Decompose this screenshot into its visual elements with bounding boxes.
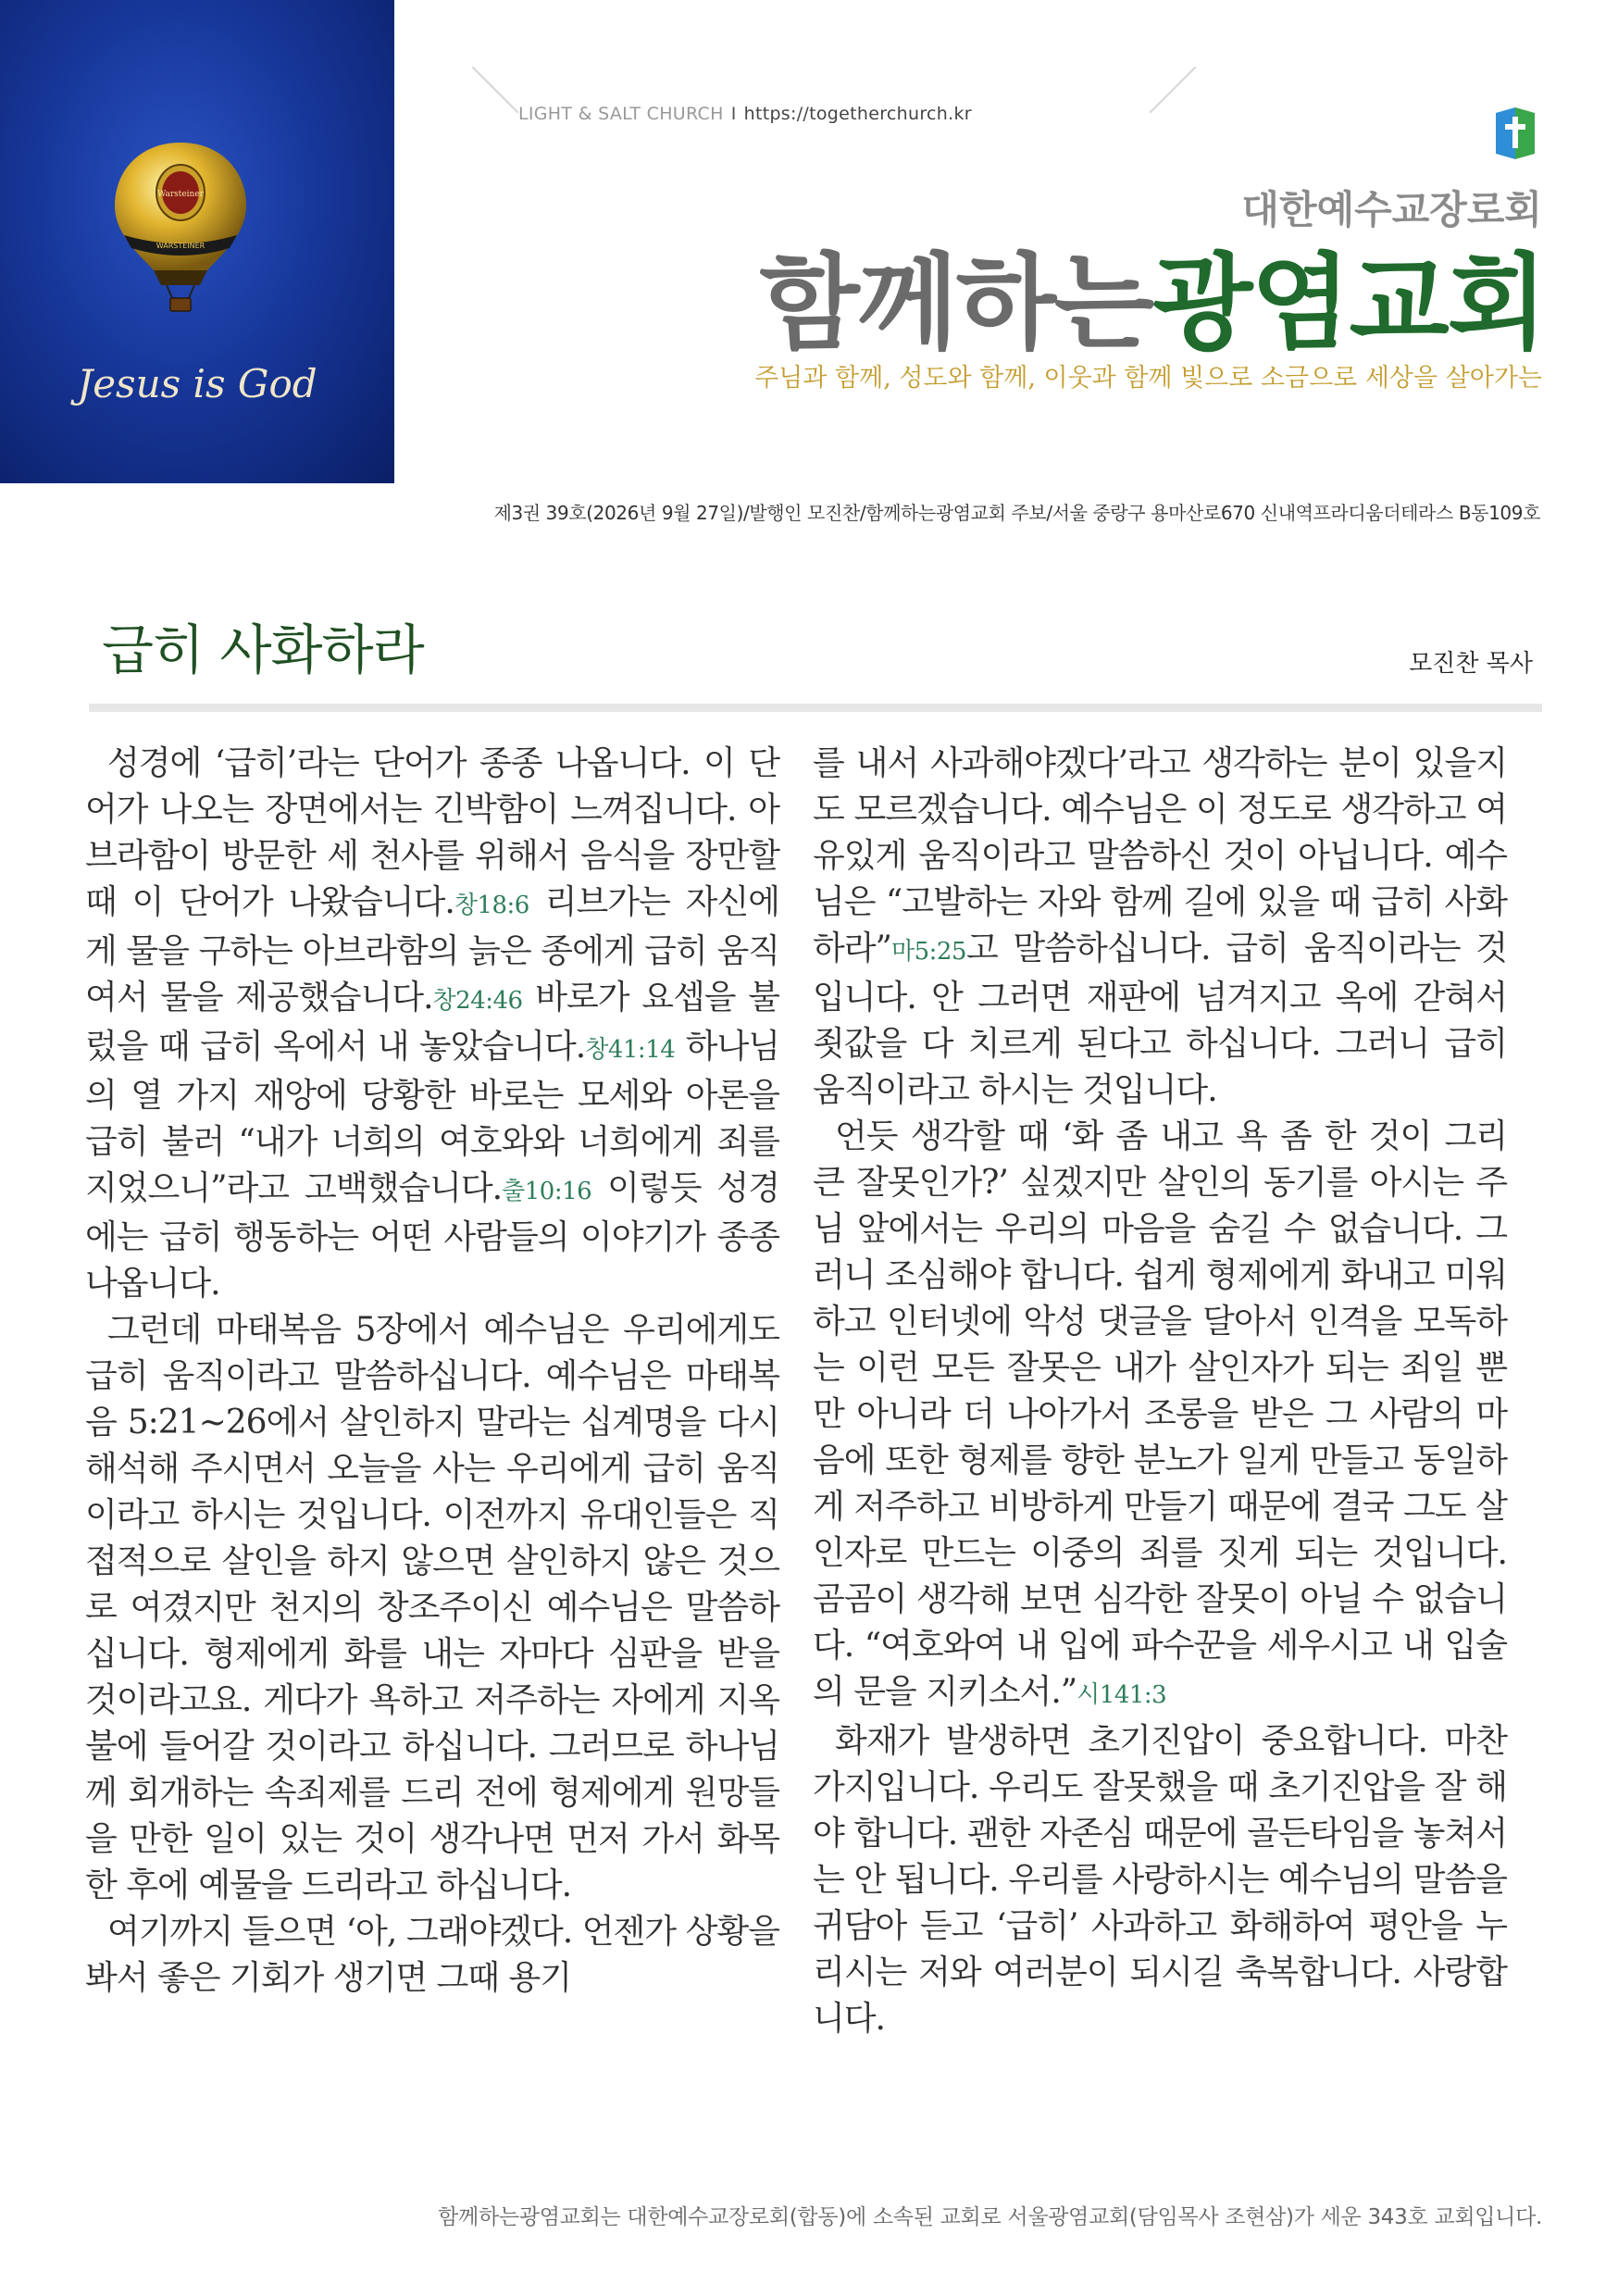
church-title-part2: 광염교회 <box>1152 243 1546 364</box>
article-title: 급히 사화하라 <box>102 618 424 681</box>
church-url-link[interactable]: https://togetherchurch.kr <box>743 104 972 124</box>
paragraph-text: 성경에 ‘급히’라는 단어가 종종 나옵니다. 이 단어가 나오는 장면에서는 긴박함이 느껴집니다. 아브라함이 방문한 세 천사를 위해서 음식을 장만할 때 이 단어가 나왔습니다. <box>85 744 779 921</box>
scripture-reference: 시141:3 <box>1077 1681 1167 1709</box>
paragraph-text: 언듯 생각할 때 ‘화 좀 내고 욕 좀 한 것이 그리 큰 잘못인가?’ 싶겠지만 살인의 동기를 아시는 주님 앞에서는 우리의 마음을 숨길 수 없습니다. 그러니 조심해야 합니다. 쉽게 형제에게 화내고 미워하고 인터넷에 악성 댓글을 달아서 인격을 모독하는 이런 모든 잘못은 내가 살인자가 되는 죄일 뿐만 아니라 더 나아가서 조롱을 받은 그 사람의 마음에 또한 형제를 향한 분노가 일게 만들고 동일하게 저주하고 비방하게 만들기 때문에 결국 그도 살인자로 만드는 이중의 죄를 짓게 되는 것입니다. 곰곰이 생각해 보면 심각한 잘못이 아닐 수 없습니다. “여호와여 내 입에 파수꾼을 세우시고 내 입술의 문을 지키소서.” <box>813 1117 1507 1711</box>
paragraph <box>813 741 1507 1114</box>
publication-info: 제3권 39호(2026년 9월 27일)/발행인 모진찬/함께하는광염교회 주보/서울 중랑구 용마산로670 신내역프라디움더테라스 B동109호 <box>493 502 1540 524</box>
paragraph-text: 하나님의 열 가지 재앙에 당황한 바로는 모세와 아론을 급히 불러 “내가 너희의 여호와와 너희에게 죄를 지었으니”라고 고백했습니다. <box>85 1028 779 1207</box>
cross-book-icon <box>1492 104 1538 163</box>
paragraph <box>813 1114 1507 1718</box>
footer-note: 함께하는광염교회는 대한예수교장로회(합동)에 소속된 교회로 서울광염교회(담임목사 조현삼)가 세운 343호 교회입니다. <box>438 2205 1542 2229</box>
paragraph: 화재가 발생하면 초기진압이 중요합니다. 마찬가지입니다. 우리도 잘못했을 때 초기진압을 잘 해야 합니다. 괜한 자존심 때문에 골든타임을 놓쳐서는 안 됩니다. 우리를 사랑하시는 예수님의 말씀을 귀담아 듣고 ‘급히’ 사과하고 화해하여 평안을 누리시는 저와 여러분이 되시길 축복합니다. 사랑합니다. <box>813 1722 1507 2038</box>
paragraph-text: 고 말씀하십니다. 급히 움직이라는 것입니다. 안 그러면 재판에 넘겨지고 옥에 갇혀서 죗값을 다 치르게 된다고 하십니다. 그러니 급히 움직이라고 하시는 것입니다. <box>813 930 1507 1109</box>
top-right-divider <box>1150 67 1197 114</box>
scripture-reference: 마5:25 <box>890 938 966 966</box>
article-author: 모진찬 목사 <box>1409 650 1533 678</box>
church-title <box>759 220 1546 369</box>
paragraph: 여기까지 들으면 ‘아, 그래야겠다. 언젠가 상황을 봐서 좋은 기회가 생기면 그때 용기 <box>85 1913 779 1997</box>
scripture-reference: 창41:14 <box>585 1036 676 1064</box>
church-english-name: LIGHT & SALT CHURCH <box>518 104 724 124</box>
paragraph-text: 이렇듯 성경에는 급히 행동하는 어떤 사람들의 이야기가 종종 나옵니다. <box>85 1169 779 1303</box>
paragraph-text: 바로가 요셉을 불렀을 때 급히 옥에서 내 놓았습니다. <box>85 979 779 1066</box>
paragraph-text: 를 내서 사과해야겠다’라고 생각하는 분이 있을지도 모르겠습니다. 예수님은 이 정도로 생각하고 여유있게 움직이라고 말씀하신 것이 아닙니다. 예수님은 “고발하는 자와 함께 길에 있을 때 급히 사화하라” <box>813 744 1507 967</box>
hot-air-balloon-icon <box>111 139 250 315</box>
church-name-url-line <box>518 104 1000 124</box>
title-divider <box>89 704 1542 712</box>
denomination: 대한예수교장로회 <box>1241 187 1542 232</box>
separator: I <box>730 104 737 124</box>
paragraph <box>85 741 779 1307</box>
scripture-reference: 창24:46 <box>432 987 523 1015</box>
scripture-reference: 출10:16 <box>502 1178 592 1205</box>
church-tagline: 주님과 함께, 성도와 함께, 이웃과 함께 빛으로 소금으로 세상을 살아가는 <box>754 364 1542 393</box>
balloon-band-text: WARSTEINER <box>156 242 205 250</box>
paragraph-text: 리브가는 자신에게 물을 구하는 아브라함의 늙은 종에게 급히 움직여서 물을 제공했습니다. <box>85 883 779 1017</box>
article-column-right <box>813 741 1507 2042</box>
church-title-part1: 함께하는 <box>759 243 1153 364</box>
paragraph: 그런데 마태복음 5장에서 예수님은 우리에게도 급히 움직이라고 말씀하십니다. 예수님은 마태복음 5:21~26에서 살인하지 말라는 십계명을 다시 해석해 주시면서 오늘을 사는 우리에게 급히 움직이라고 하시는 것입니다. 이전까지 유대인들은 직접적으로 살인을 하지 않으면 살인하지 않은 것으로 여겼지만 천지의 창조주이신 예수님은 말씀하십니다. 형제에게 화를 내는 자마다 심판을 받을 것이라고요. 게다가 욕하고 저주하는 자에게 지옥불에 들어갈 것이라고 하십니다. 그러므로 하나님께 회개하는 속죄제를 드리 전에 형제에게 원망들을 만한 일이 있는 것이 생각나면 먼저 가서 화목한 후에 예물을 드리라고 하십니다. <box>85 1311 779 1904</box>
top-left-divider <box>472 67 519 114</box>
cover-slogan: Jesus is God <box>77 361 317 406</box>
article-column-left <box>85 741 779 2002</box>
cover-image <box>0 0 394 483</box>
balloon-brand-text: Warsteiner <box>156 190 205 199</box>
scripture-reference: 창18:6 <box>454 892 529 919</box>
